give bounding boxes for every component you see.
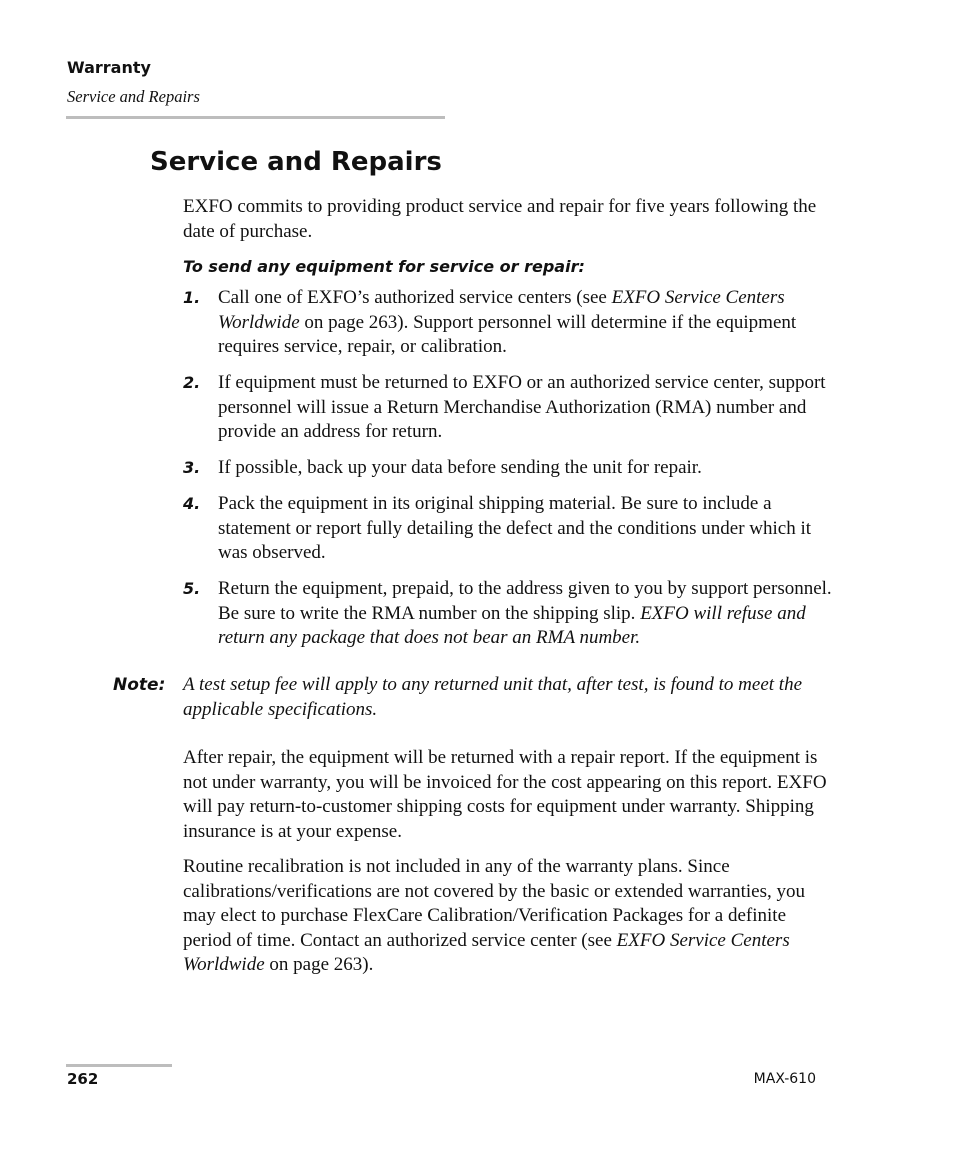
step-text: Return the equipment, prepaid, to the address given to you by support personnel. Be sure to write the RMA number on the shipping slip. EXFO will refuse and return any package that does not bear an RMA number. (218, 578, 832, 648)
step-text: Pack the equipment in its original shipping material. Be sure to include a statement or report fully detailing the defect and the conditions under which it was observed. (218, 493, 812, 563)
procedure-heading: To send any equipment for service or repair: (183, 257, 585, 276)
note-label: Note: (113, 675, 166, 695)
after-repair-paragraph: After repair, the equipment will be returned with a repair report. If the equipment is not under warranty, you will be invoiced for the cost appearing on this report. EXFO will pay return-to-customer shipping costs for equipment under warranty. Shipping insurance is at your expense. (183, 747, 827, 842)
cross-reference: EXFO Service Centers Worldwide (218, 287, 785, 333)
step-number: 4. (183, 494, 201, 513)
step-text: Call one of EXFO’s authorized service centers (see EXFO Service Centers Worldwide on page 263). Support personnel will determine if the equipment requires service, repair, or calibration. (218, 287, 797, 357)
procedure-step-2 (183, 371, 833, 445)
page-number: 262 (67, 1070, 99, 1088)
intro-paragraph: EXFO commits to providing product service and repair for five years following the date of purchase. (183, 196, 817, 242)
footer-divider (66, 1064, 172, 1067)
cross-reference: EXFO Service Centers Worldwide (183, 929, 790, 975)
step-text: If equipment must be returned to EXFO or an authorized service center, support personnel will issue a Return Merchandise Authorization (RMA) number and provide an address for return. (218, 372, 826, 442)
procedure-step-4 (183, 492, 833, 566)
recalibration-paragraph: Routine recalibration is not included in any of the warranty plans. Since calibrations/verifications are not covered by the basic or extended warranties, you may elect to purchase FlexCare Calibration/Verification Packages for a definite period of time. Contact an authorized service center (see EXFO Service Centers Worldwide on page 263). (183, 856, 806, 975)
procedure-step-5 (183, 577, 833, 651)
running-head-chapter: Warranty (67, 58, 151, 77)
step-number: 5. (183, 579, 201, 598)
page-title: Service and Repairs (150, 147, 442, 177)
header-divider (66, 116, 445, 119)
running-head (67, 58, 200, 107)
procedure-step-1 (183, 286, 833, 360)
product-model: MAX-610 (753, 1071, 816, 1087)
note (113, 673, 833, 722)
step-text: If possible, back up your data before sending the unit for repair. (218, 457, 702, 478)
step-number: 1. (183, 288, 201, 307)
running-head-section: Service and Repairs (67, 87, 200, 106)
step-number: 3. (183, 458, 201, 477)
warning-text: EXFO will refuse and return any package that does not bear an RMA number. (218, 602, 806, 648)
step-number: 2. (183, 373, 201, 392)
procedure-step-3 (183, 456, 833, 481)
note-text: A test setup fee will apply to any returned unit that, after test, is found to meet the applicable specifications. (183, 674, 803, 720)
